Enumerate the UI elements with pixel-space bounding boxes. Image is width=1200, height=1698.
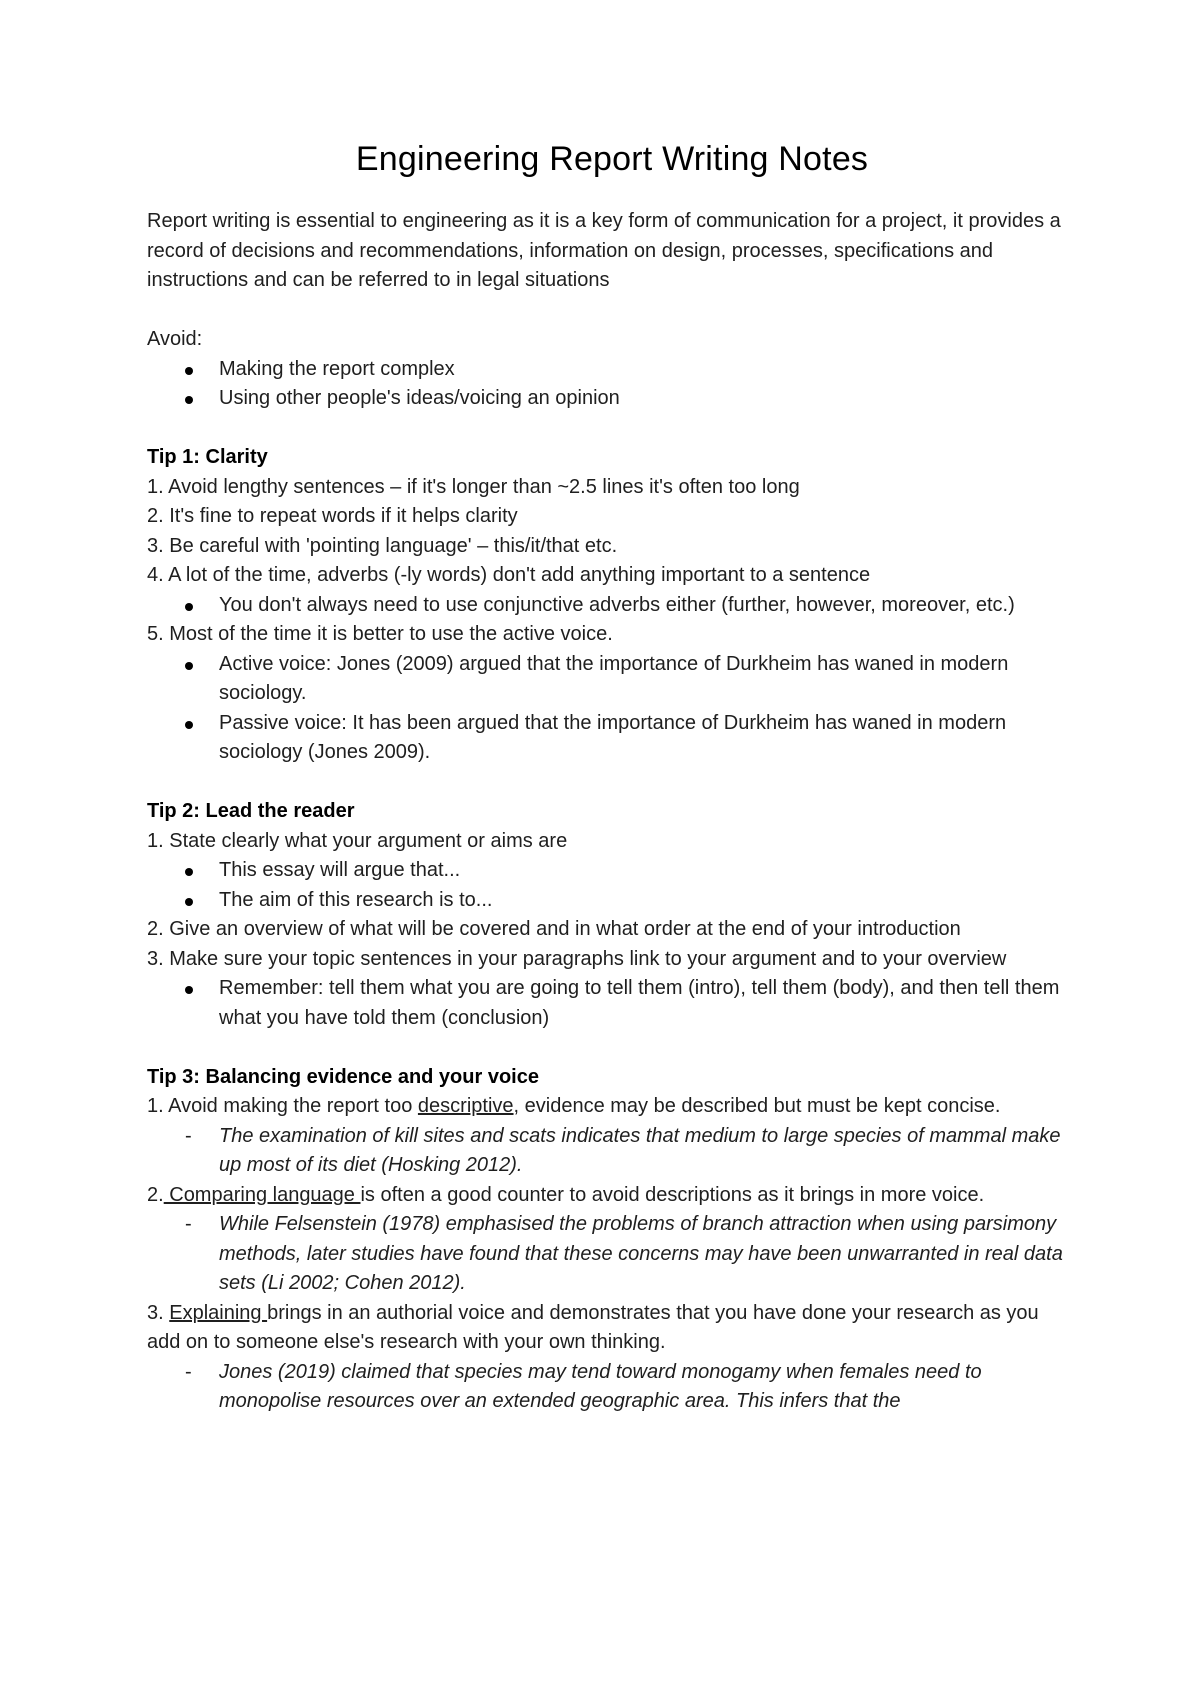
tip1-point-1: 1. Avoid lengthy sentences – if it's longer than ~2.5 lines it's often too long (147, 475, 800, 498)
page-title: Engineering Report Writing Notes (355, 140, 869, 178)
list-item: Remember: tell them what you are going to tell them (intro), tell them (body), and then tell them what you have told them (conclusion) (147, 974, 1077, 1033)
tip1-point-5-list (147, 650, 1077, 768)
bullet-icon (185, 986, 193, 994)
list-item: Using other people's ideas/voicing an opinion (147, 384, 1077, 414)
dash-marker: - (185, 1360, 192, 1383)
list-item: Passive voice: It has been argued that the importance of Durkheim has waned in modern sociology (Jones 2009). (147, 709, 1077, 768)
tip3-heading: Tip 3: Balancing evidence and your voice (147, 1065, 539, 1088)
bullet-icon (185, 721, 193, 729)
dash-marker: - (185, 1124, 192, 1147)
tip2-point-1-list (147, 856, 1077, 915)
bullet-icon (185, 396, 193, 404)
intro-paragraph: Report writing is essential to engineering as it is a key form of communication for a project, it provides a record of decisions and recommendations, information on design, processes, specifications and instructions and can be referred to in legal situations (147, 210, 1061, 291)
tip1-heading: Tip 1: Clarity (147, 446, 268, 468)
list-item: You don't always need to use conjunctive adverbs either (further, however, moreover, etc.) (147, 591, 1077, 621)
tip1-point-5: 5. Most of the time it is better to use the active voice. (147, 623, 613, 645)
bullet-icon (185, 898, 193, 906)
explaining-term: Explaining (169, 1301, 268, 1324)
tip2-heading: Tip 2: Lead the reader (147, 800, 355, 822)
tip3-point-3: 3. Explaining brings in an authorial voice and demonstrates that you have done your research as you add on to someone else's research with your own thinking. (147, 1301, 1039, 1353)
tip3-point-1-examples (147, 1122, 1077, 1181)
descriptive-term: descriptive (417, 1095, 514, 1117)
tip3-point-2: 2. Comparing language is often a good counter to avoid descriptions as it brings in more voice. (147, 1183, 985, 1206)
list-item: The aim of this research is to... (147, 886, 1077, 916)
list-item: Active voice: Jones (2009) argued that the importance of Durkheim has waned in modern sociology. (147, 650, 1077, 709)
list-item: - The examination of kill sites and scats indicates that medium to large species of mammal make up most of its diet (Hosking 2012). (147, 1122, 1077, 1181)
bullet-icon (185, 603, 193, 611)
comparing-language-term: Comparing language (163, 1183, 361, 1206)
document-page (147, 140, 1077, 1417)
list-item: This essay will argue that... (147, 856, 1077, 886)
list-item: - Jones (2019) claimed that species may tend toward monogamy when females need to monopolise resources over an extended geographic area. This infers that the (147, 1358, 1077, 1417)
avoid-label: Avoid: (147, 328, 203, 350)
tip3-point-3-examples (147, 1358, 1077, 1417)
tip1-point-3: 3. Be careful with 'pointing language' – this/it/that etc. (147, 534, 618, 557)
tip2-point-2: 2. Give an overview of what will be covered and in what order at the end of your introduction (147, 918, 961, 940)
bullet-icon (185, 868, 193, 876)
tip1-point-4-list (147, 591, 1077, 621)
dash-marker: - (185, 1213, 192, 1235)
list-item: - While Felsenstein (1978) emphasised the problems of branch attraction when using parsimony methods, later studies have found that these concerns may have been unwarranted in real data sets (Li 2002; Cohen 2012). (147, 1210, 1077, 1299)
bullet-icon (185, 662, 193, 670)
tip2-point-1: 1. State clearly what your argument or aims are (147, 829, 568, 852)
tip3-point-1: 1. Avoid making the report too descriptive, evidence may be described but must be kept concise. (147, 1095, 1001, 1117)
tip2-point-3-list (147, 974, 1077, 1033)
avoid-list (147, 355, 1077, 414)
tip3-point-2-examples (147, 1210, 1077, 1299)
tip1-point-2: 2. It's fine to repeat words if it helps clarity (147, 505, 518, 527)
tip2-point-3: 3. Make sure your topic sentences in your paragraphs link to your argument and to your overview (147, 947, 1007, 970)
bullet-icon (185, 367, 193, 375)
tip1-point-4: 4. A lot of the time, adverbs (-ly words) don't add anything important to a sentence (147, 564, 871, 586)
list-item: Making the report complex (147, 355, 1077, 385)
